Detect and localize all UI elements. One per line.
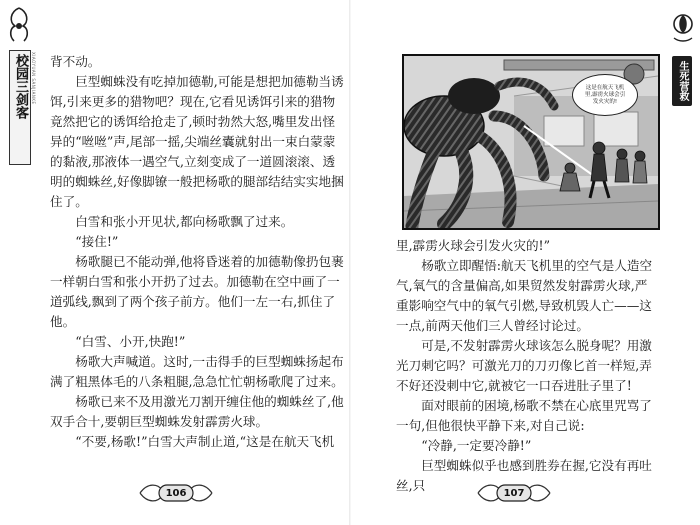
series-pinyin: XIAOYUAN SANJIANKE: [31, 52, 36, 105]
right-page-text: [396, 236, 658, 496]
paragraph: 巨型蜘蛛没有吃掉加德勒,可能是想把加德勒当诱饵,引来更多的猎物吧？现在,它看见诱饵引来的猎物竟然把它的诱饵给抢走了,顿时勃然大怒,嘴里发出怪异的“咝咝”声,尾部一摇,尖端丝囊就射出一束白蒙蒙的黏液,那液体一遇空气,立刻变成了一道圆滚滚、透明的蜘蛛丝,好像脚镣一般把杨歌的腿部结结实实地捆住了。: [50, 74, 344, 209]
paragraph: 里,霹雳火球会引发火灾的!”: [396, 238, 551, 253]
chapter-title-tab: [672, 56, 692, 106]
paragraph: 面对眼前的困境,杨歌不禁在心底里咒骂了一句,但他很快平静下来,对自己说:: [396, 398, 652, 433]
paragraph: “接住!”: [75, 234, 119, 249]
left-page-text: [50, 52, 345, 452]
paragraph: 巨型蜘蛛似乎也感到胜券在握,它没有再吐丝,只: [396, 458, 652, 493]
paragraph: “不要,杨歌!”白雪大声制止道,“这是在航天飞机: [75, 434, 335, 449]
paragraph: 白雪和张小开见状,都向杨歌飘了过来。: [75, 214, 294, 229]
paragraph: 杨歌已来不及用激光刀割开缠住他的蜘蛛丝了,他双手合十,要朝巨型蜘蛛发射霹雳火球。: [50, 394, 344, 429]
chapter-title: 生死营救: [677, 61, 688, 101]
series-title: 校园三剑客: [13, 54, 28, 119]
series-title-box: [9, 50, 31, 165]
ornament-icon: [670, 8, 696, 44]
speech-bubble-text: 这是在航天飞机里,霹雳火球会引发火灾的!: [584, 84, 626, 105]
right-margin-decoration: [664, 0, 700, 525]
illustration: [402, 54, 660, 230]
left-margin-decoration: [0, 0, 36, 525]
paragraph: “冷静,一定要冷静!”: [421, 438, 532, 453]
paragraph: 背不动。: [50, 54, 101, 69]
paragraph: 可是,不发射霹雳火球该怎么脱身呢？用激光刀刺它吗？可激光刀的刀刃像匕首一样短,弄不好还没刺中它,就被它一口吞进肚子里了!: [396, 338, 652, 393]
paragraph: 杨歌立即醒悟:航天飞机里的空气是人造空气,氧气的含量偏高,如果贸然发射霹雳火球,严重影响空气中的氧气引燃,导致机毁人亡——这一点,前两天他们三人曾经讨论过。: [396, 258, 653, 333]
page-number-right: [476, 478, 552, 508]
ornament-icon: [6, 6, 32, 44]
paragraph: “白雪、小开,快跑!”: [75, 334, 186, 349]
book-spine: [349, 0, 351, 525]
page-number: 107: [503, 488, 525, 499]
page-number-left: [138, 478, 214, 508]
page-number: 106: [165, 488, 187, 499]
paragraph: 杨歌大声喊道。这时,一击得手的巨型蜘蛛扬起布满了粗黑体毛的八条粗腿,急急忙忙朝杨歌爬了过来。: [50, 354, 344, 389]
speech-bubble: [572, 74, 638, 116]
paragraph: 杨歌腿已不能动弹,他将昏迷着的加德勒像扔包裹一样朝白雪和张小开扔了过去。加德勒在空中画了一道弧线,飘到了两个孩子前方。他们一左一右,抓住了他。: [50, 254, 344, 329]
